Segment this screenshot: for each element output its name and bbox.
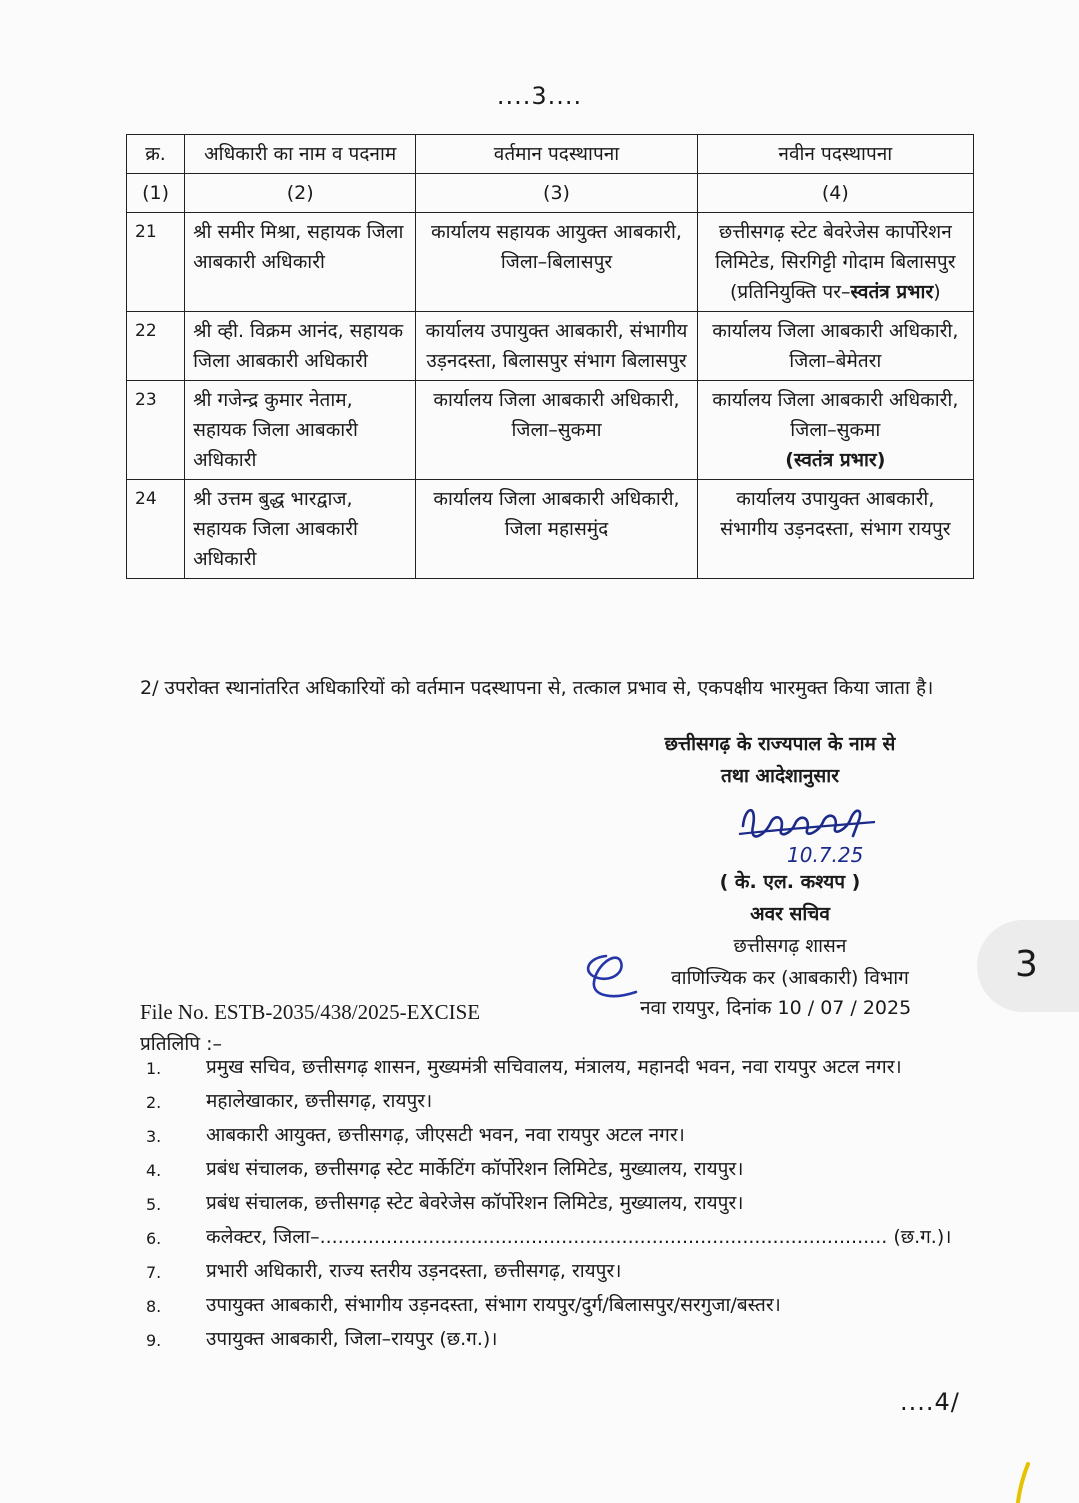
list-item-text: उपायुक्त आबकारी, संभागीय उड़नदस्ता, संभाग रायपुर/दुर्ग/बिलासपुर/सरगुजा/बस्तर। — [206, 1294, 781, 1316]
column-number: (3) — [416, 174, 697, 213]
table-row — [127, 312, 974, 381]
current-posting: कार्यालय सहायक आयुक्त आबकारी, जिला–बिलासपुर — [416, 213, 697, 312]
list-item — [140, 1120, 970, 1150]
list-item-number: 3. — [146, 1127, 162, 1146]
svg-text:10.7.25: 10.7.25 — [787, 843, 864, 867]
list-item-number: 4. — [146, 1161, 162, 1180]
page-indicator-number: 3 — [1015, 944, 1038, 985]
officer-name: श्री उत्तम बुद्ध भारद्वाज, सहायक जिला आबकारी अधिकारी — [185, 480, 416, 579]
signatory-name: ( के. एल. कश्यप ) — [719, 871, 861, 893]
list-item-text: प्रबंध संचालक, छत्तीसगढ़ स्टेट मार्केटिंग कॉर्पोरेशन लिमिटेड, मुख्यालय, रायपुर। — [206, 1158, 744, 1180]
page-indicator-tab[interactable] — [977, 920, 1079, 1012]
list-item — [140, 1256, 970, 1286]
column-number: (1) — [127, 174, 185, 213]
new-posting-text: कार्यालय जिला आबकारी अधिकारी, जिला–सुकमा — [712, 389, 959, 441]
list-item-number: 8. — [146, 1297, 162, 1316]
list-item — [140, 1324, 970, 1354]
authority-line-1: छत्तीसगढ़ के राज्यपाल के नाम से — [664, 733, 896, 755]
column-header: वर्तमान पदस्थापना — [416, 135, 697, 174]
copy-to-label: प्रतिलिपि :– — [140, 1033, 223, 1055]
new-posting: कार्यालय जिला आबकारी अधिकारी, जिला–बेमेतरा — [697, 312, 973, 381]
list-item-text: प्रमुख सचिव, छत्तीसगढ़ शासन, मुख्यमंत्री सचिवालय, मंत्रालय, महानदी भवन, नवा रायपुर अटल नगर। — [206, 1056, 902, 1078]
table-row — [127, 381, 974, 480]
list-item — [140, 1052, 970, 1082]
list-item — [140, 1222, 970, 1252]
column-header: क्र. — [127, 135, 185, 174]
officer-name: श्री व्ही. विक्रम आनंद, सहायक जिला आबकारी अधिकारी — [185, 312, 416, 381]
list-item-text: प्रभारी अधिकारी, राज्य स्तरीय उड़नदस्ता, छत्तीसगढ़, रायपुर। — [206, 1260, 622, 1282]
authority-line-2: तथा आदेशानुसार — [721, 765, 839, 787]
next-page-marker: ....4/ — [900, 1388, 960, 1416]
current-posting: कार्यालय उपायुक्त आबकारी, संभागीय उड़नदस्ता, बिलासपुर संभाग बिलासपुर — [416, 312, 697, 381]
new-posting — [697, 213, 973, 312]
officer-name: श्री गजेन्द्र कुमार नेताम, सहायक जिला आबकारी अधिकारी — [185, 381, 416, 480]
list-item-number: 1. — [146, 1059, 162, 1078]
serial-number: 22 — [127, 312, 185, 381]
page-marker: ....3.... — [496, 82, 583, 110]
serial-number: 24 — [127, 480, 185, 579]
list-item — [140, 1188, 970, 1218]
list-item-number: 5. — [146, 1195, 162, 1214]
highlighter-mark-icon — [1010, 1462, 1034, 1503]
file-number: File No. ESTB-2035/438/2025-EXCISE — [140, 1000, 481, 1024]
list-item-text: आबकारी आयुक्त, छत्तीसगढ़, जीएसटी भवन, नवा रायपुर अटल नगर। — [206, 1124, 685, 1146]
column-number: (2) — [185, 174, 416, 213]
signatory-designation: अवर सचिव — [750, 903, 830, 925]
new-posting-bold: स्वतंत्र प्रभार — [850, 281, 934, 303]
table-row — [127, 213, 974, 312]
column-header: नवीन पदस्थापना — [697, 135, 973, 174]
serial-number: 23 — [127, 381, 185, 480]
current-posting: कार्यालय जिला आबकारी अधिकारी, जिला–सुकमा — [416, 381, 697, 480]
list-item — [140, 1154, 970, 1184]
list-item-text: कलेक्टर, जिला–.............................................................................................. (छ.ग.)। — [206, 1226, 952, 1248]
copy-to-list — [140, 1052, 970, 1358]
column-header: अधिकारी का नाम व पदनाम — [185, 135, 416, 174]
officer-name: श्री समीर मिश्रा, सहायक जिला आबकारी अधिकारी — [185, 213, 416, 312]
transfer-table — [126, 134, 974, 579]
table-row — [127, 480, 974, 579]
order-paragraph: 2/ उपरोक्त स्थानांतरित अधिकारियों को वर्तमान पदस्थापना से, तत्काल प्रभाव से, एकपक्षीय भारमुक्त किया जाता है। — [140, 677, 934, 699]
list-item — [140, 1086, 970, 1116]
government-name: छत्तीसगढ़ शासन — [733, 935, 847, 957]
department-name: वाणिज्यिक कर (आबकारी) विभाग — [671, 967, 909, 989]
new-posting — [697, 381, 973, 480]
list-item-number: 2. — [146, 1093, 162, 1112]
table-header-row — [127, 135, 974, 174]
current-posting: कार्यालय जिला आबकारी अधिकारी, जिला महासमुंद — [416, 480, 697, 579]
place-date: नवा रायपुर, दिनांक 10 / 07 / 2025 — [640, 997, 912, 1019]
new-posting: कार्यालय उपायुक्त आबकारी, संभागीय उड़नदस्ता, संभाग रायपुर — [697, 480, 973, 579]
list-item — [140, 1290, 970, 1320]
list-item-number: 7. — [146, 1263, 162, 1282]
list-item-number: 6. — [146, 1229, 162, 1248]
list-item-text: उपायुक्त आबकारी, जिला–रायपुर (छ.ग.)। — [206, 1328, 498, 1350]
column-number: (4) — [697, 174, 973, 213]
list-item-text: प्रबंध संचालक, छत्तीसगढ़ स्टेट बेवरेजेस कॉर्पोरेशन लिमिटेड, मुख्यालय, रायपुर। — [206, 1192, 744, 1214]
list-item-number: 9. — [146, 1331, 162, 1350]
serial-number: 21 — [127, 213, 185, 312]
handwritten-signature-icon — [735, 796, 915, 868]
column-number-row — [127, 174, 974, 213]
new-posting-text: छत्तीसगढ़ स्टेट बेवरेजेस कार्पोरेशन लिमिटेड, सिरगिट्टी गोदाम बिलासपुर (प्रतिनियुक्ति पर– — [715, 221, 956, 303]
new-posting-bold: (स्वतंत्र प्रभार) — [785, 449, 886, 471]
new-posting-tail: ) — [933, 281, 941, 303]
list-item-text: महालेखाकार, छत्तीसगढ़, रायपुर। — [206, 1090, 433, 1112]
